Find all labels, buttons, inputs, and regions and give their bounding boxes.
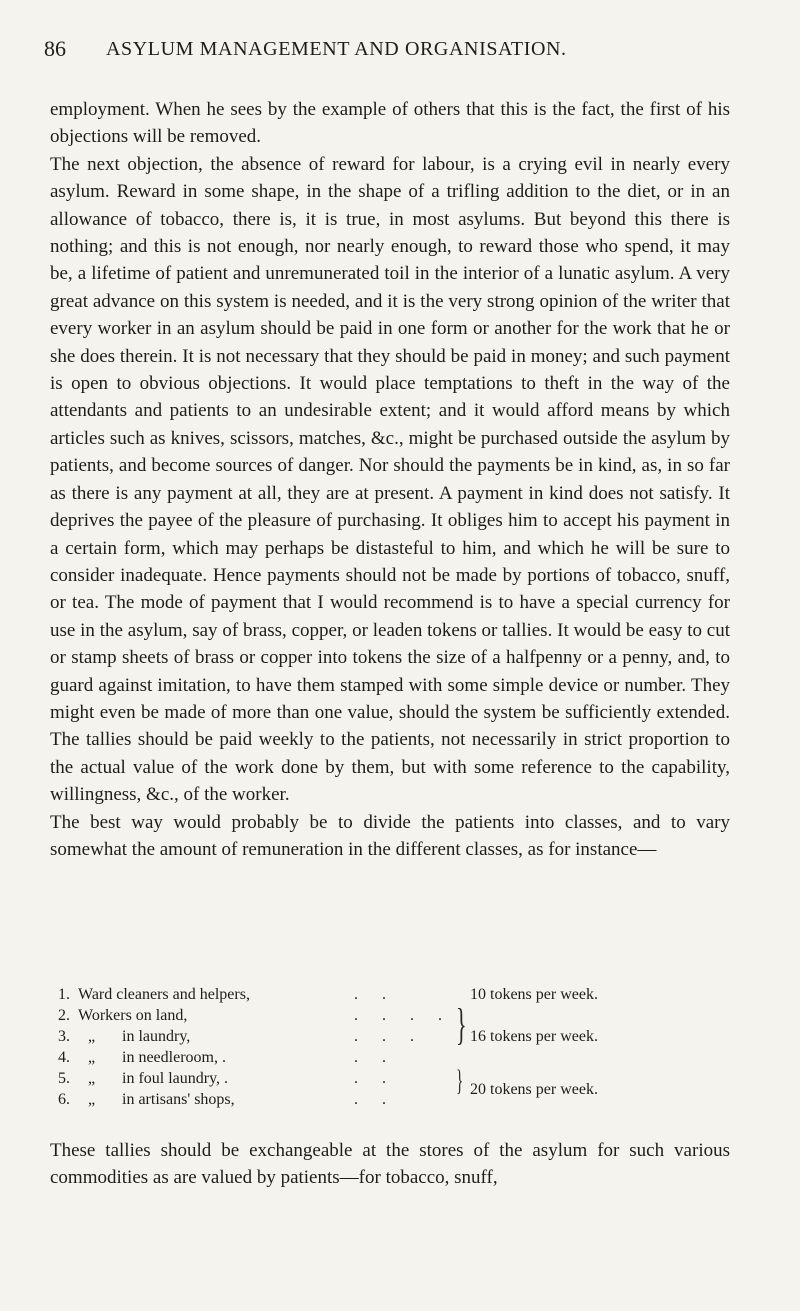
rate-classes-2-4: 16 tokens per week. [470,1028,598,1045]
leader-dots: . . [354,986,396,1003]
brace-mark: } [456,1000,467,1049]
row-label: in needleroom, . [122,1049,226,1066]
ditto-mark: „ [88,1049,96,1066]
leader-dots: . . . [354,1028,424,1045]
paragraph-reward: The next objection, the absence of reward for labour, is a crying evil in nearly every asylum. Reward in some shape, in the shape of a trifling addition to the diet, or in an allowance of tobacco, there is, it is true, in most asylums. But beyond this there is nothing; and this is not enough, nor nearly enough, to reward those who spend, it may be, a lifetime of patient and unremunerated toil in the interior of a lunatic asylum. A very great advance on this system is needed, and it is the very strong opinion of the writer that every worker in an asylum should be paid in one form or another for the work that he or she does therein. It is not necessary that they should be paid in money; and such payment is open to obvious objections. It would place temptations to theft in the way of the attendants and patients to an undesirable extent; and it would afford means by which articles such as knives, scissors, matches, &c., might be purchased outside the asylum by patients, and become sources of danger. Nor should the payments be in kind, as, in so far as there is any payment at all, they are at present. A payment in kind does not satisfy. It deprives the payee of the pleasure of purchasing. It obliges him to accept his payment in a certain form, which may perhaps be distasteful to him, and which he will be sure to consider inadequate. Hence payments should not be made by portions of tobacco, snuff, or tea. The mode of payment that I would recommend is to have a special currency for use in the asylum, say of brass, copper, or leaden tokens or tallies. It would be easy to cut or stamp sheets of brass or copper into tokens the size of a halfpenny or a penny, and, to guard against imitation, to have them stamped with some simple device or number. They might even be made of more than one value, should the system be sufficiently extended. The tallies should be paid weekly to the patients, not necessarily in strict proportion to the actual value of the work done by them, but with some reference to the capability, willingness, &c., of the worker. [50,153,730,806]
ditto-mark: „ [88,1028,96,1045]
paragraph-closing: These tallies should be exchangeable at the stores of the asylum for such various commodities as are valued by patients—for tobacco, snuff, [50,1140,730,1189]
brace-mark: } [456,1064,464,1097]
row-label: in artisans' shops, [122,1091,235,1108]
ditto-mark: „ [88,1070,96,1087]
row-number: 4. [58,1049,70,1066]
row-label: in foul laundry, . [122,1070,229,1087]
paragraph-continuation: employment. When he sees by the example of others that this is the fact, the first of his objections will be removed. [50,99,730,148]
rate-classes-5-6: 20 tokens per week. [470,1081,598,1098]
paragraph-classes: The best way would probably be to divide the patients into classes, and to vary somewhat the amount of remuneration in the different classes, as for instance— [50,811,730,860]
leader-dots: . . [354,1091,396,1108]
row-number: 1. [58,986,70,1003]
row-number: 3. [58,1028,70,1045]
leader-dots: . . . . [354,1007,452,1024]
body-text [50,96,730,863]
page-number: 86 [44,36,66,61]
row-label: Workers on land, [78,1007,188,1024]
row-label: Ward cleaners and helpers, [78,986,250,1003]
leader-dots: . . [354,1049,396,1066]
ditto-mark: „ [88,1091,96,1108]
running-head: ASYLUM MANAGEMENT AND ORGANISATION. [106,38,567,60]
rate-class-1: 10 tokens per week. [470,986,598,1003]
row-number: 2. [58,1007,70,1024]
page-header [44,36,724,64]
row-label: in laundry, [122,1028,191,1045]
row-number: 5. [58,1070,70,1087]
row-number: 6. [58,1091,70,1108]
leader-dots: . . [354,1070,396,1087]
